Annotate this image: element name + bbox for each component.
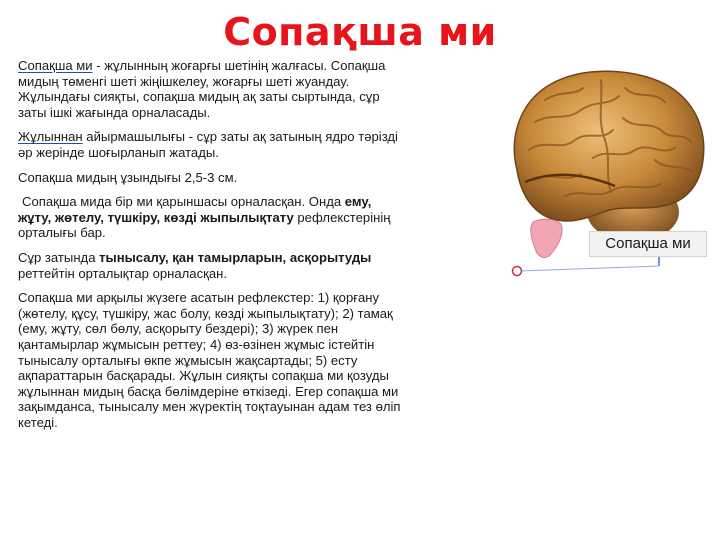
- pointer-dot: [513, 267, 522, 276]
- figure-label: Сопақша ми: [589, 231, 707, 257]
- paragraph-length: Сопақша мидың ұзындығы 2,5-3 см.: [18, 169, 238, 185]
- paragraph-centers-pre: Сұр затында: [18, 249, 100, 265]
- paragraph-difference-text: айырмашылығы - сұр заты ақ затының ядро тәрізді әр жерінде шоғырланып жатады.: [18, 129, 398, 160]
- paragraph-ventricle-pre: Сопақша мида бір ми қарыншасы орналасқан. Онда: [22, 194, 345, 210]
- paragraph-reflexes: Сопақша ми арқылы жүзеге асатын рефлекстер: 1) қорғану (жөтелу, құсу, түшкіру, жас болу, көзді жыпылықтату); 2) тамақ (ему, жұту, сөл бөлу, асқорыту бездері); 3) жүрек пен қантамырлар жұмысын реттеу; 4) өз-өзінен жұмыс істейтін тынысалу орталығы өкпе жұмысын жақсартады; 5) есту ақпараттарын басқарады. Жұлын сияқты сопақша ми қозуды жұлыннан мидың басқа бөлімдеріне өткізеді. Егер сопақша ми зақымданса, тынысалу мен жүректің тоқтауынан адам тез өліп кетеді.: [18, 290, 401, 430]
- paragraph-definition: [18, 58, 406, 120]
- medulla-shape: [531, 219, 562, 257]
- slide-title: Сопақша ми: [223, 10, 497, 54]
- reflex-list-bold: ему, жұту, жөтелу, түшкіру, көзді жыпылықтату: [18, 194, 372, 225]
- cerebrum-shape: [514, 71, 703, 221]
- term-spinal-cord: Жұлыннан: [18, 129, 83, 145]
- term-medulla: Сопақша ми: [18, 58, 93, 73]
- paragraph-definition-text: - жұлынның жоғарғы шетінің жалғасы. Сопақша мидың төменгі шеті жіңішкелеу, жоғарғы шеті жуандау. Жұлындағы сияқты, сопақша мидың ақ заты сыртында, сұр заты ішкі жағында орналасады.: [18, 58, 386, 120]
- centers-bold: тынысалу, қан тамырларын, асқорытуды: [99, 249, 372, 265]
- pointer-line-horizontal: [519, 266, 659, 271]
- paragraph-ventricle-post: рефлекстерінің орталығы бар.: [18, 209, 391, 241]
- paragraph-ventricle: [18, 194, 406, 241]
- paragraph-difference: [18, 129, 406, 160]
- body-text: [18, 58, 406, 439]
- paragraph-centers-post: реттейтін орталықтар орналасқан.: [18, 265, 228, 281]
- paragraph-centers: [18, 250, 406, 281]
